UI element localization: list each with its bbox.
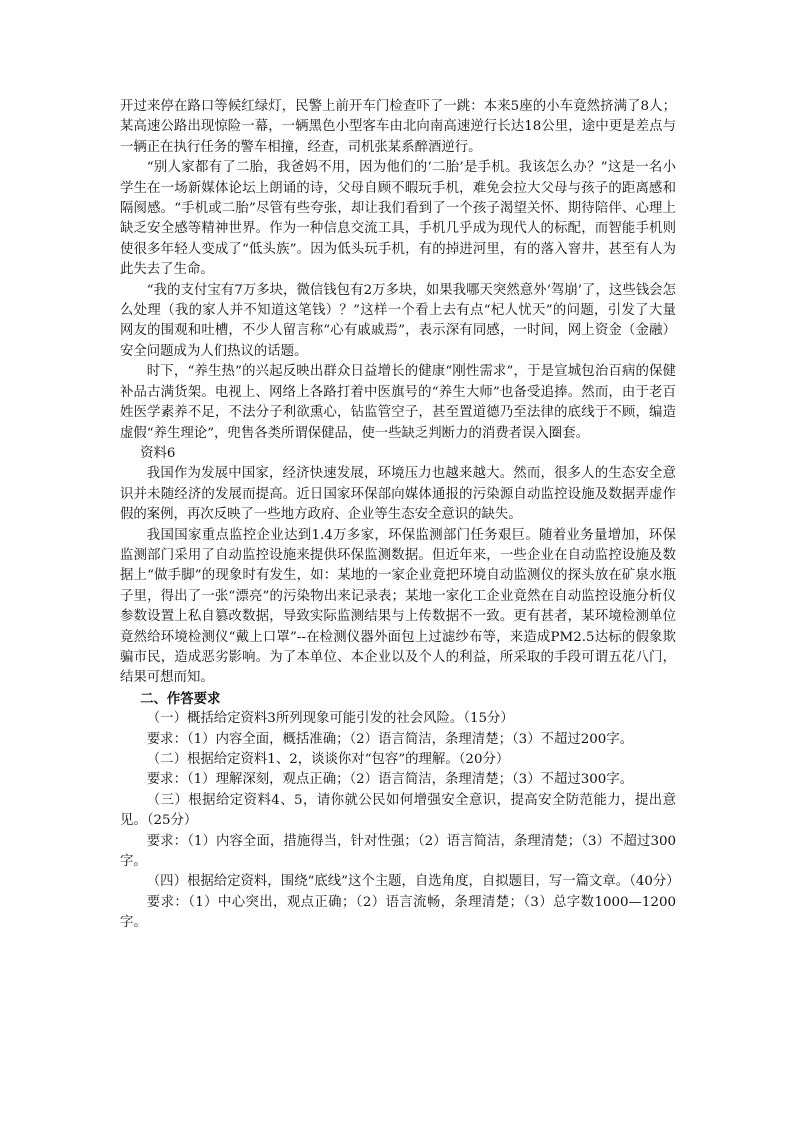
material-6-label: 资料6	[140, 445, 176, 461]
paragraph-drunk-driving: 开过来停在路口等候红绿灯，民警上前开车门检查吓了一跳：本来5座的小车竟然挤满了8人；某高速公路出现惊险一幕，一辆黑色小型客车由北向南高速逆行长达18公里，途中更是差点与一辆正在执行任务的警车相撞，经查，司机张某系醉酒逆行。	[120, 99, 676, 155]
section-heading-requirements: 二、作答要求	[140, 690, 221, 707]
paragraph-ecology-awareness: 我国作为发展中国家，经济快速发展，环境压力也越来越大。然而，很多人的生态安全意识并未随经济的发展而提高。近日国家环保部向媒体通报的污染源自动监控设施及数据弄虚作假的案例，再次反映了一些地方政府、企业等生态安全意识的缺失。	[120, 466, 676, 523]
question-1: （一）概括给定资料3所列现象可能引发的社会风险。（15分）	[146, 711, 514, 727]
document-page	[120, 97, 680, 934]
question-2-requirements: 要求：（1）理解深刻，观点正确；（2）语言简洁，条理清楚；（3）不超过300字。	[146, 772, 634, 788]
paragraph-monitoring-fraud: 我国国家重点监控企业达到1.4万多家，环保监测部门任务艰巨。随着业务量增加，环保监测部门采用了自动监控设施来提供环保监测数据。但近年来，一些企业在自动监控设施及数据上“做手脚”的现象时有发生，如：某地的一家企业竟把环境自动监测仪的探头放在矿泉水瓶子里，得出了一张“漂亮”的污染物出来记录表；某地一家化工企业竟然在自动监控设施分析仪参数设置上私自篡改数据，导致实际监测结果与上传数据不一致。更有甚者，某环境检测单位竟然给环境检测仪“戴上口罩”--在检测仪器外面包上过滤纱布等，来造成PM2.5达标的假象欺骗市民，造成恶劣影响。为了本单位、本企业以及个人的利益，所采取的手段可谓五花八门，结果可想而知。	[120, 527, 676, 686]
question-4-requirements: 要求：（1）中心突出，观点正确；（2）语言流畅，条理清楚；（3）总字数1000—1200字。	[120, 894, 676, 931]
question-3-requirements: 要求：（1）内容全面，措施得当，针对性强；（2）语言简洁，条理清楚；（3）不超过300字。	[120, 833, 676, 870]
paragraph-online-funds: “我的支付宝有7万多块，微信钱包有2万多块，如果我哪天突然意外‘驾崩’了，这些钱会怎么处理（我的家人并不知道这笔钱）？”这样一个看上去有点“杞人忧天”的问题，引发了大量网友的围观和吐槽，不少人留言称“心有戚戚焉”，表示深有同感，一时间，网上资金（金融）安全问题成为人们热议的话题。	[120, 282, 676, 359]
question-1-requirements: 要求：（1）内容全面，概括准确；（2）语言简洁，条理清楚；（3）不超过200字。	[146, 731, 634, 747]
paragraph-health-fad: 时下，“养生热”的兴起反映出群众日益增长的健康“刚性需求”，于是宣城包治百病的保健补品古满货架。电视上、网络上各路打着中医旗号的“养生大师”也备受追捧。然而，由于老百姓医学素养不足，不法分子利欲熏心，钻监管空子，甚至置道德乃至法律的底线于不顾，编造虚假“养生理论”，兜售各类所谓保健品，使一些缺乏判断力的消费者误入圈套。	[120, 364, 676, 441]
question-4: （四）根据给定资料，围绕“底线”这个主题，自选角度，自拟题目，写一篇文章。（40分）	[146, 874, 680, 890]
question-2: （二）根据给定资料1、2，谈谈你对“包容”的理解。（20分）	[146, 752, 510, 767]
paragraph-phone-second-child: “别人家都有了二胎，我爸妈不用，因为他们的‘二胎’是手机。我该怎么办？”这是一名小学生在一场新媒体论坛上朗诵的诗，父母自顾不暇玩手机，难免会拉大父母与孩子的距离感和隔阂感。“手机或二胎”尽管有些夸张，却让我们看到了一个孩子渴望关怀、期待陪伴、心理上缺乏安全感等精神世界。作为一种信息交流工具，手机几乎成为现代人的标配，而智能手机则使很多年轻人变成了“低头族”。因为低头玩手机，有的掉进河里，有的落入窨井，甚至有人为此失去了生命。	[120, 160, 676, 278]
question-3: （三）根据给定资料4、5，请你就公民如何增强安全意识，提高安全防范能力，提出意见。（25分）	[120, 792, 676, 829]
